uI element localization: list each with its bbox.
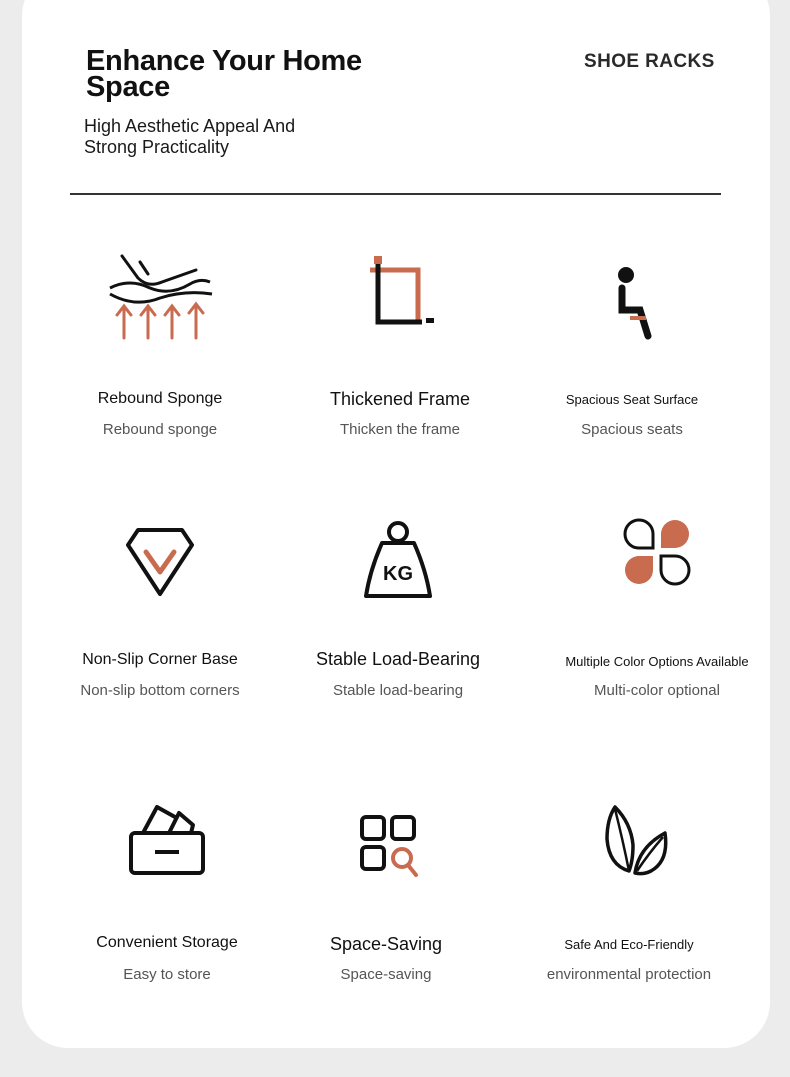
leaves-icon	[514, 795, 744, 905]
feature-space-saving	[271, 795, 501, 1045]
feature-thickened-frame	[285, 248, 515, 498]
svg-text:KG: KG	[383, 563, 413, 585]
feature-rebound-sponge	[45, 248, 275, 498]
color-petals-icon	[542, 510, 772, 620]
rebound-sponge-icon	[45, 248, 275, 358]
feature-subtitle: Spacious seats	[581, 421, 683, 438]
feature-subtitle: Non-slip bottom corners	[80, 682, 240, 699]
feature-subtitle: Easy to store	[123, 966, 211, 983]
kg-weight-icon	[283, 510, 513, 620]
feature-title: Stable Load-Bearing	[315, 649, 481, 669]
feature-color-options	[542, 510, 772, 760]
thickened-frame-icon	[285, 248, 515, 358]
feature-spacious-seat	[517, 248, 747, 498]
feature-stable-load	[283, 510, 513, 760]
feature-eco-friendly	[514, 795, 744, 1045]
space-grid-search-icon	[271, 795, 501, 905]
storage-box-icon	[52, 795, 282, 905]
diamond-corner-icon	[45, 510, 275, 620]
feature-title: Convenient Storage	[96, 934, 238, 951]
feature-non-slip-base	[45, 510, 275, 760]
brand-label: SHOE RACKS	[584, 51, 715, 72]
feature-title: Space-Saving	[329, 934, 443, 954]
feature-subtitle: Multi-color optional	[594, 682, 720, 699]
feature-subtitle: environmental protection	[546, 966, 712, 983]
feature-title: Spacious Seat Surface	[565, 392, 699, 407]
feature-title: Multiple Color Options Available	[565, 654, 749, 669]
feature-subtitle: Thicken the frame	[339, 421, 461, 438]
feature-title: Non-Slip Corner Base	[82, 651, 238, 668]
feature-storage	[52, 795, 282, 1045]
page-title: Enhance Your Home Space	[86, 45, 362, 103]
feature-title: Rebound Sponge	[97, 390, 223, 407]
seat-person-icon	[517, 248, 747, 358]
feature-subtitle: Stable load-bearing	[332, 682, 464, 699]
feature-title: Safe And Eco-Friendly	[564, 937, 694, 952]
feature-title: Thickened Frame	[329, 389, 471, 409]
header-divider	[70, 193, 721, 195]
feature-subtitle: Rebound sponge	[102, 421, 218, 438]
feature-subtitle: Space-saving	[340, 966, 432, 983]
page-subtitle: High Aesthetic Appeal And Strong Practicality	[84, 116, 296, 157]
